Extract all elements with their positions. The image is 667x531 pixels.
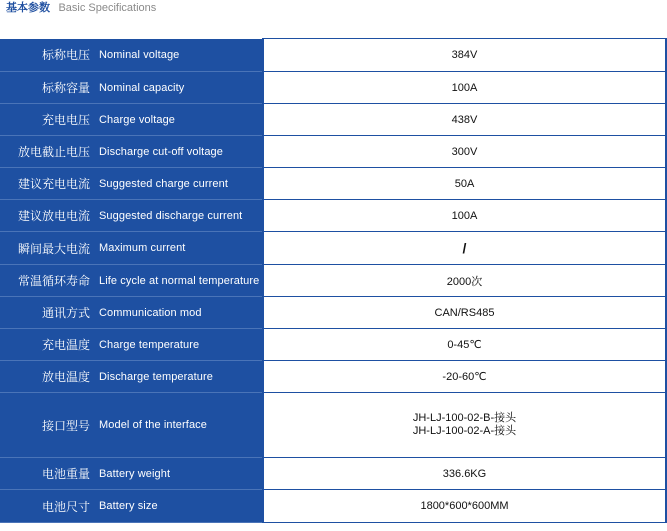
row-label [0, 361, 263, 393]
label-zh: 标称容量 [41, 81, 90, 95]
label-zh: 常温循环寿命 [17, 274, 90, 288]
row-value: -20-60℃ [263, 361, 666, 393]
row-value: 384V [263, 39, 666, 72]
row-value: 100A [263, 200, 666, 232]
label-en: Discharge cut-off voltage [99, 145, 223, 158]
label-en: Nominal voltage [99, 48, 180, 61]
row-value [263, 393, 666, 458]
label-en: Life cycle at normal temperature [99, 274, 260, 287]
table-row [0, 72, 666, 104]
section-title-zh: 基本参数 [6, 2, 50, 14]
label-en: Maximum current [99, 242, 186, 254]
row-value: / [263, 232, 666, 265]
label-zh: 建议充电电流 [17, 177, 90, 191]
table-row [0, 361, 666, 393]
label-en: Battery weight [99, 467, 171, 480]
label-zh: 电池重量 [41, 467, 90, 481]
row-label [0, 329, 263, 361]
value-line: JH-LJ-100-02-B-接头 [412, 412, 517, 424]
label-zh: 通讯方式 [41, 306, 90, 320]
label-en: Suggested discharge current [99, 209, 243, 222]
table-row [0, 168, 666, 200]
table-row [0, 297, 666, 329]
row-label [0, 393, 263, 458]
label-en: Model of the interface [99, 419, 207, 431]
label-zh: 充电电压 [41, 113, 90, 127]
row-value: 438V [263, 104, 666, 136]
label-en: Battery size [99, 500, 158, 512]
table-row [0, 136, 666, 168]
label-en: Charge temperature [99, 338, 200, 351]
row-label [0, 136, 263, 168]
row-label [0, 104, 263, 136]
table-row [0, 265, 666, 297]
row-label [0, 458, 263, 490]
row-value: 1800*600*600MM [263, 490, 666, 523]
table-row [0, 200, 666, 232]
spec-table [0, 38, 667, 523]
value-line: JH-LJ-100-02-A-接头 [412, 425, 517, 437]
label-zh: 电池尺寸 [41, 499, 90, 514]
row-label [0, 490, 263, 523]
label-zh: 接口型号 [41, 418, 90, 433]
table-row [0, 329, 666, 361]
label-zh: 放电温度 [41, 370, 90, 384]
table-row [0, 104, 666, 136]
label-en: Charge voltage [99, 113, 176, 126]
row-value: 2000次 [263, 265, 666, 297]
row-value: 50A [263, 168, 666, 200]
label-en: Nominal capacity [99, 81, 185, 94]
row-value: 100A [263, 72, 666, 104]
table-row [0, 393, 666, 458]
label-en: Suggested charge current [99, 177, 228, 190]
row-label [0, 297, 263, 329]
table-row [0, 458, 666, 490]
label-en: Communication mod [99, 306, 202, 319]
row-value: CAN/RS485 [263, 297, 666, 329]
row-label [0, 200, 263, 232]
row-label [0, 72, 263, 104]
section-title-en: Basic Specifications [58, 2, 157, 14]
row-label [0, 39, 263, 72]
row-value: 0-45℃ [263, 329, 666, 361]
label-zh: 瞬间最大电流 [17, 241, 90, 256]
table-row [0, 39, 666, 72]
label-zh: 充电温度 [41, 338, 90, 352]
label-zh: 放电截止电压 [17, 145, 90, 159]
row-label [0, 265, 263, 297]
row-value: 336.6KG [263, 458, 666, 490]
label-zh: 建议放电电流 [17, 209, 90, 223]
label-en: Discharge temperature [99, 370, 213, 383]
row-value: 300V [263, 136, 666, 168]
label-zh: 标称电压 [41, 48, 90, 63]
row-label [0, 232, 263, 265]
row-label [0, 168, 263, 200]
section-header [6, 0, 156, 14]
table-row [0, 490, 666, 523]
table-row [0, 232, 666, 265]
